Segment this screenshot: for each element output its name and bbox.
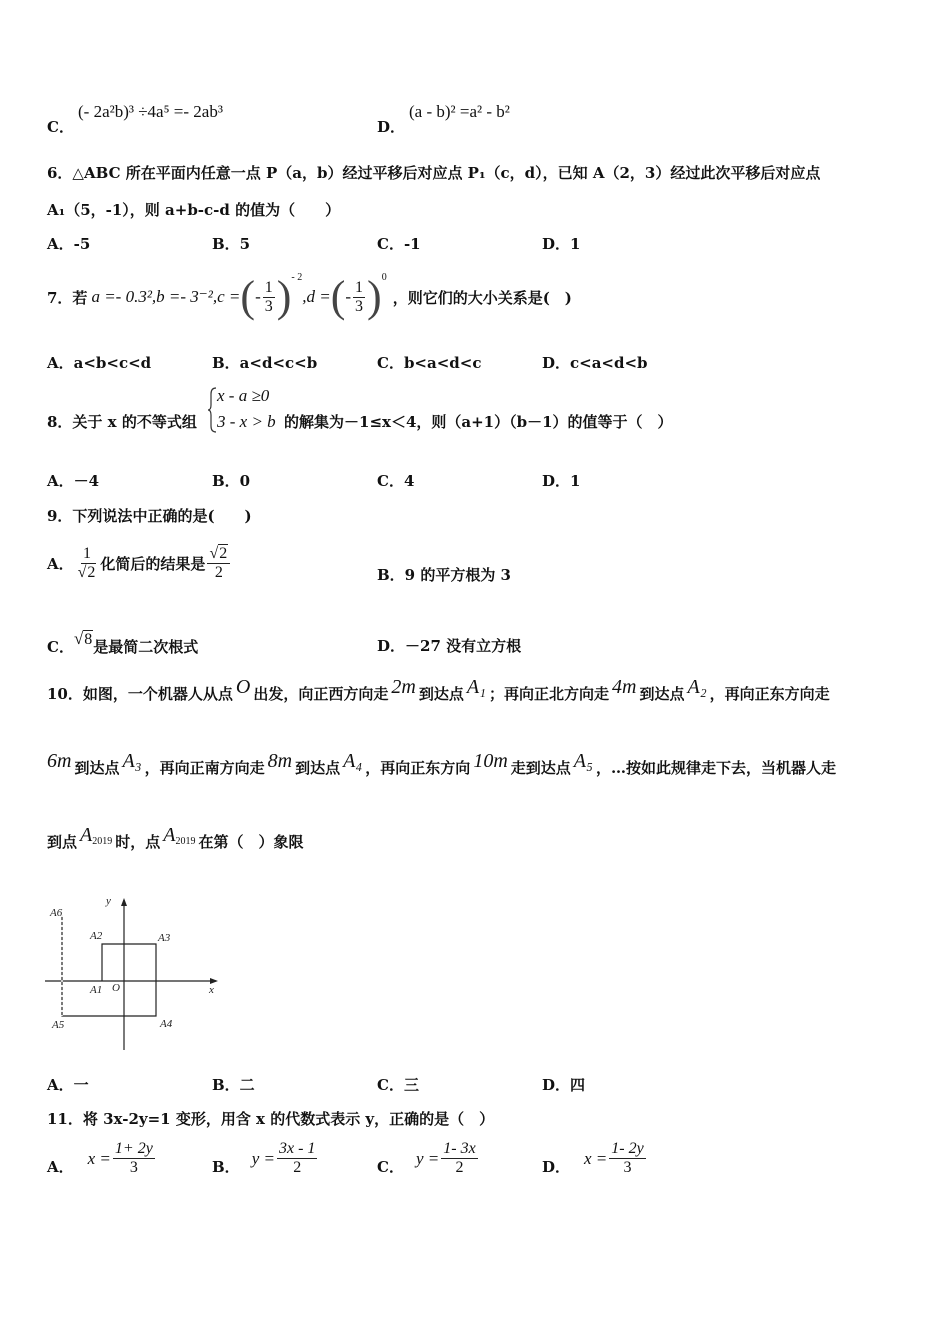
q10-figure: [40, 890, 230, 1060]
q9-option-a-result: [207, 545, 230, 582]
q6-option-c: C．-1: [377, 235, 421, 253]
q9-option-a-text: 化简后的结果是: [100, 554, 206, 573]
q7-d-lhs: ,d =: [302, 287, 331, 306]
q11-option-c-den: 2: [455, 1159, 464, 1176]
q7-b-def: b =- 3⁻²,: [156, 287, 218, 306]
q5-option-d-label: D．: [377, 118, 406, 136]
q9-option-a-res-radicand: 2: [219, 544, 228, 562]
q10-l2-8m: 8m: [267, 750, 293, 772]
q8-prefix: 8．关于 x 的不等式组: [47, 413, 197, 431]
q7-option-b: B．a<d<c<b: [212, 354, 318, 372]
q7-a-def: a =- 0.3²,: [91, 287, 157, 306]
q11-option-b-fraction: [277, 1140, 317, 1177]
q10-l1-4m: 4m: [612, 676, 637, 698]
q11-option-c-lhs: y =: [415, 1148, 440, 1168]
q10-l1-O: O: [235, 676, 251, 698]
q11-option-d-lhs: x =: [584, 1148, 608, 1168]
q7-d-exponent: 0: [381, 272, 387, 283]
q9-option-c-text: 是最简二次根式: [93, 638, 199, 656]
q10-l3-c: 在第（ ）象限: [198, 833, 304, 851]
q11-option-a: [47, 1140, 157, 1177]
q10-l3-b: 时，点: [115, 833, 161, 851]
q11-option-b-num: 3x - 1: [278, 1140, 316, 1157]
q6-stem-line1: 6．△ABC 所在平面内任意一点 P（a，b）经过平移后对应点 P₁（c，d），已知 A（2，3）经过此次平移后对应点: [47, 164, 821, 182]
q9-stem: 9．下列说法中正确的是( ): [47, 507, 252, 525]
q7-c-denominator: 3: [264, 297, 273, 315]
q10-line3: [47, 824, 304, 853]
q7-d-fraction: [353, 279, 365, 316]
q9-option-a-label: A．: [47, 554, 74, 573]
q11-option-a-den: 3: [129, 1159, 138, 1176]
q10-l2-10m: 10m: [473, 750, 508, 772]
q7-option-a: A．a<b<c<d: [47, 354, 152, 372]
q10-l2-A3: A₃: [122, 750, 142, 772]
q6-option-b: B．5: [212, 235, 251, 253]
q10-l2-A4: A₄: [343, 750, 363, 772]
q9-option-a: [47, 538, 232, 588]
q7-prefix: 7．若: [47, 288, 88, 307]
q10-l1-b: 出发，向正西方向走: [253, 685, 389, 703]
q10-l2-c: 到达点: [295, 759, 341, 777]
label-A2: A2: [90, 930, 103, 942]
robot-path: [62, 915, 156, 1016]
q11-option-d: [542, 1140, 648, 1177]
q11-option-c-fraction: [441, 1140, 477, 1177]
q10-l2-b: ，再向正南方向走: [144, 759, 265, 777]
q8-suffix: 的解集为－1≤x＜4，则（a+1）（b－1）的值等于（ ）: [284, 413, 673, 431]
q10-line2: [47, 750, 836, 779]
q10-l1-e: 到达点: [639, 685, 685, 703]
q10-l3-A-2019-first: A: [80, 824, 93, 846]
q10-l2-A5: A₅: [573, 750, 593, 772]
q7-option-c: C．b<a<d<c: [377, 354, 482, 372]
q8-option-c: C．4: [377, 472, 415, 490]
q6-option-a: A．-5: [47, 235, 91, 253]
q7-c-numerator: 1: [264, 278, 273, 296]
label-O: O: [112, 982, 120, 994]
q10-l2-d: ，再向正东方向: [365, 759, 471, 777]
q11-option-a-lhs: x =: [87, 1148, 111, 1168]
q10-l1-f: ，再向正东方向走: [709, 685, 830, 703]
q7-suffix: ，则它们的大小关系是( ): [392, 288, 572, 307]
q11-option-a-label: A．: [47, 1158, 74, 1176]
label-A4: A4: [160, 1018, 173, 1030]
q10-l2-e: 走到达点: [510, 759, 571, 777]
q9-option-d: D．－27 没有立方根: [377, 637, 522, 655]
q9-option-a-denominator: √2: [77, 563, 96, 581]
q8-option-a: A．－4: [47, 472, 100, 490]
q5-option-d-expr: (a - b)² =a² - b²: [409, 102, 510, 121]
q11-option-d-fraction: [609, 1140, 645, 1177]
q9-option-a-numerator: 1: [83, 544, 92, 562]
label-A1: A1: [90, 984, 103, 996]
q8-ineq-1: x - a ≥0: [217, 386, 270, 405]
q10-l3-a: 到点: [47, 833, 78, 851]
q10-l1-2m: 2m: [391, 676, 416, 698]
q5-option-c-expr: (- 2a²b)³ ÷4a⁵ =- 2ab³: [78, 102, 223, 121]
q7-c-fraction: [263, 279, 275, 316]
q7-d-numerator: 1: [355, 278, 364, 296]
q10-l1-d: ；再向正北方向走: [489, 685, 610, 703]
q10-line1: [47, 676, 830, 705]
q11-option-d-den: 3: [623, 1159, 632, 1176]
q7-c-lhs: c =: [217, 287, 241, 306]
q10-l1-A2: A₂: [687, 676, 707, 698]
q10-l2-f: ，…按如此规律走下去，当机器人走: [595, 759, 836, 777]
y-axis-arrow-icon: [121, 898, 127, 906]
q11-option-b-lhs: y =: [251, 1148, 275, 1168]
q7-d-right-paren: ): [367, 272, 382, 321]
q7-c-sign: -: [255, 287, 261, 306]
q6-option-d: D．1: [542, 235, 581, 253]
q9-option-a-result-den: 2: [214, 563, 223, 581]
q10-l3-sub-second: 2019: [175, 836, 196, 847]
q10-l1-A1: A₁: [466, 676, 486, 698]
q10-l3-A-2019-second: A: [163, 824, 176, 846]
q11-option-b-label: B．: [212, 1158, 240, 1176]
q7-c-left-paren: (: [240, 272, 256, 321]
q9-option-c: [47, 620, 198, 657]
q11-option-d-label: D．: [542, 1158, 571, 1176]
label-A6: A6: [50, 907, 63, 919]
q5-option-c-label: C．: [47, 118, 74, 136]
q11-option-c-num: 1- 3x: [443, 1140, 476, 1157]
q10-l2-a: 到达点: [74, 759, 120, 777]
label-A5: A5: [52, 1019, 65, 1031]
q11-option-b: [212, 1140, 319, 1177]
q7-d-left-paren: (: [330, 272, 346, 321]
q7-c-exponent: - 2: [291, 272, 303, 283]
q10-option-c: C．三: [377, 1076, 419, 1094]
q7-c-right-paren: ): [276, 272, 292, 321]
q10-l3-sub-first: 2019: [92, 836, 113, 847]
q11-option-a-fraction: [113, 1140, 155, 1177]
q7-option-d: D．c<a<d<b: [542, 354, 648, 372]
q10-l1-a: 10．如图，一个机器人从点: [47, 685, 233, 703]
label-x: x: [209, 984, 214, 996]
q8-inequality-system: [208, 386, 280, 434]
label-y: y: [106, 895, 111, 907]
q8-option-d: D．1: [542, 472, 581, 490]
q7-stem: [47, 270, 572, 324]
q11-option-c-label: C．: [377, 1158, 404, 1176]
q8-ineq-2: 3 - x > b: [217, 412, 276, 431]
q9-option-c-radicand: 8: [84, 630, 93, 648]
q10-option-a: A．一: [47, 1076, 89, 1094]
q10-l2-6m: 6m: [47, 750, 72, 772]
q9-option-a-result-num: √2: [207, 545, 230, 564]
q9-option-c-label: C．: [47, 638, 74, 656]
label-A3: A3: [158, 932, 171, 944]
q11-stem: 11．将 3x-2y=1 变形，用含 x 的代数式表示 y，正确的是（ ）: [47, 1110, 495, 1128]
q8-option-b: B．0: [212, 472, 251, 490]
q10-l1-c: 到达点: [418, 685, 464, 703]
q9-option-a-fraction: [76, 545, 99, 582]
q11-option-c: [377, 1140, 480, 1177]
q9-option-a-den-radicand: 2: [87, 563, 96, 581]
q9-option-b: B．9 的平方根为 3: [377, 566, 511, 584]
q11-option-b-den: 2: [293, 1159, 302, 1176]
q11-option-a-num: 1+ 2y: [114, 1140, 153, 1157]
q11-option-d-num: 1- 2y: [611, 1140, 644, 1157]
q7-d-sign: -: [345, 287, 352, 306]
q7-d-denominator: 3: [355, 297, 364, 315]
q9-option-c-sqrt: √8: [73, 628, 93, 648]
q6-stem-line2: A₁（5，-1），则 a+b-c-d 的值为（ ）: [47, 201, 341, 219]
q10-option-d: D．四: [542, 1076, 586, 1094]
q10-option-b: B．二: [212, 1076, 255, 1094]
